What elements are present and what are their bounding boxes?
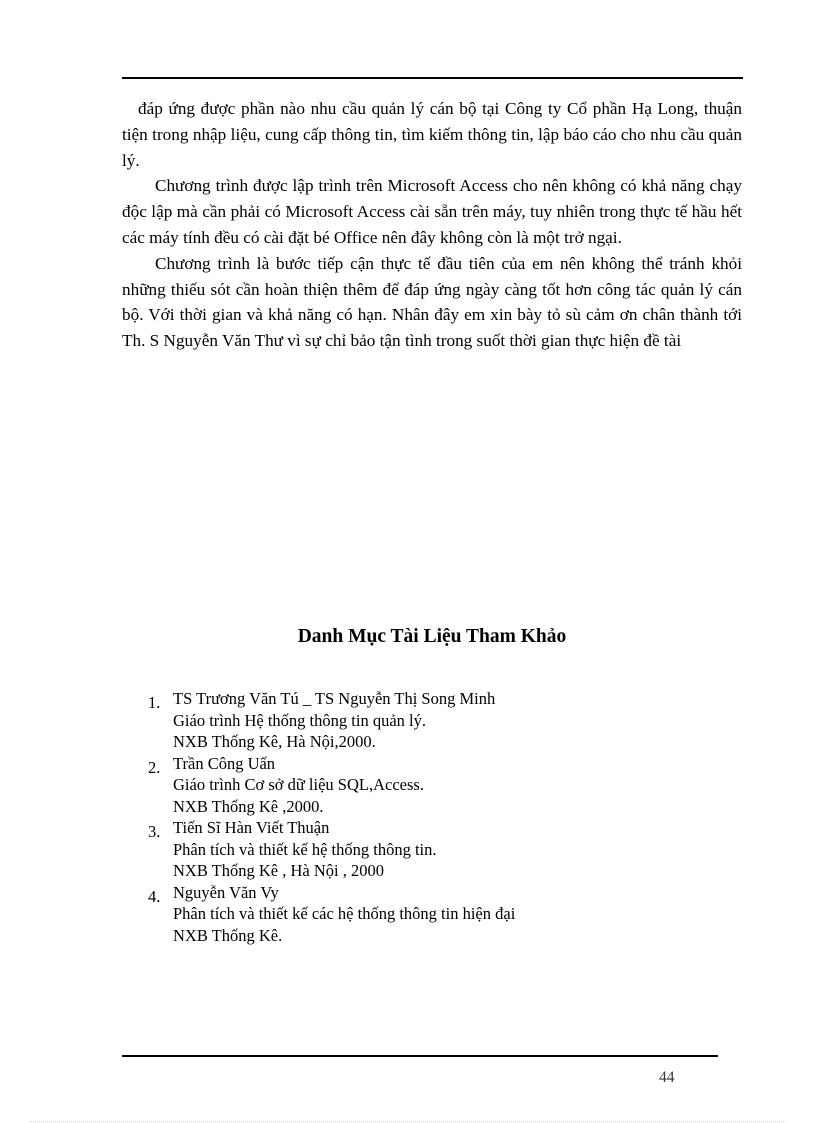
reference-number: 3.: [148, 822, 161, 841]
page-edge-divider: [30, 1121, 786, 1122]
reference-publisher: NXB Thống Kê.: [173, 925, 283, 945]
body-text: [122, 96, 742, 354]
paragraph-continuation: đáp ứng được phần nào nhu cầu quản lý cán bộ tại Công ty Cổ phần Hạ Long, thuận tiện trong nhập liệu, cung cấp thông tin, tìm kiếm thông tin, lập báo cáo cho nhu cầu quản lý.: [122, 99, 742, 170]
paragraph: Chương trình được lập trình trên Microsoft Access cho nên không có khả năng chạy độc lập mà cần phải có Microsoft Access cài sẵn trên máy, tuy nhiên trong thực tế hầu hết các máy tính đều có cài đặt bé Office nên đây không còn là một trở ngại.: [122, 176, 742, 247]
references-title: Danh Mục Tài Liệu Tham Khảo: [297, 626, 567, 647]
references-list: [148, 688, 668, 946]
page-number: 44: [659, 1069, 675, 1086]
reference-title: Giáo trình Hệ thống thông tin quản lý.: [173, 710, 426, 730]
reference-title: Phân tích và thiết kế hệ thống thông tin.: [173, 839, 437, 859]
reference-author: Trần Công Uẩn: [173, 753, 276, 773]
reference-item: [148, 882, 668, 947]
footer-rule: [122, 1055, 718, 1057]
reference-item: [148, 688, 668, 753]
header-rule: [122, 77, 743, 79]
reference-publisher: NXB Thống Kê, Hà Nội,2000.: [173, 732, 376, 751]
reference-item: [148, 753, 668, 818]
paragraph: Chương trình là bước tiếp cận thực tế đầu tiên của em nên không thể tránh khỏi những thiếu sót cần hoàn thiện thêm để đáp ứng ngày càng tốt hơn công tác quản lý cán bộ. Với thời gian và khả năng có hạn. Nhân đây em xin bày tỏ sù cảm ơn chân thành tới Th. S Nguyễn Văn Thư vì sự chỉ bảo tận tình trong suốt thời gian thực hiện đề tài: [122, 253, 742, 351]
reference-number: 2.: [148, 757, 161, 777]
reference-title: Giáo trình Cơ sở dữ liệu SQL,Access.: [173, 775, 424, 794]
reference-author: Nguyễn Văn Vy: [173, 882, 279, 902]
reference-title: Phân tích và thiết kế các hệ thống thông tin hiện đại: [173, 904, 516, 923]
reference-item: [148, 817, 668, 882]
reference-publisher: NXB Thống Kê , Hà Nội , 2000: [173, 861, 384, 880]
reference-author: TS Trương Văn Tú _ TS Nguyễn Thị Song Minh: [173, 689, 496, 708]
reference-number: 1.: [148, 693, 161, 712]
reference-author: Tiến Sĩ Hàn Viết Thuận: [173, 818, 330, 837]
reference-publisher: NXB Thống Kê ,2000.: [173, 796, 324, 816]
reference-number: 4.: [148, 886, 161, 906]
